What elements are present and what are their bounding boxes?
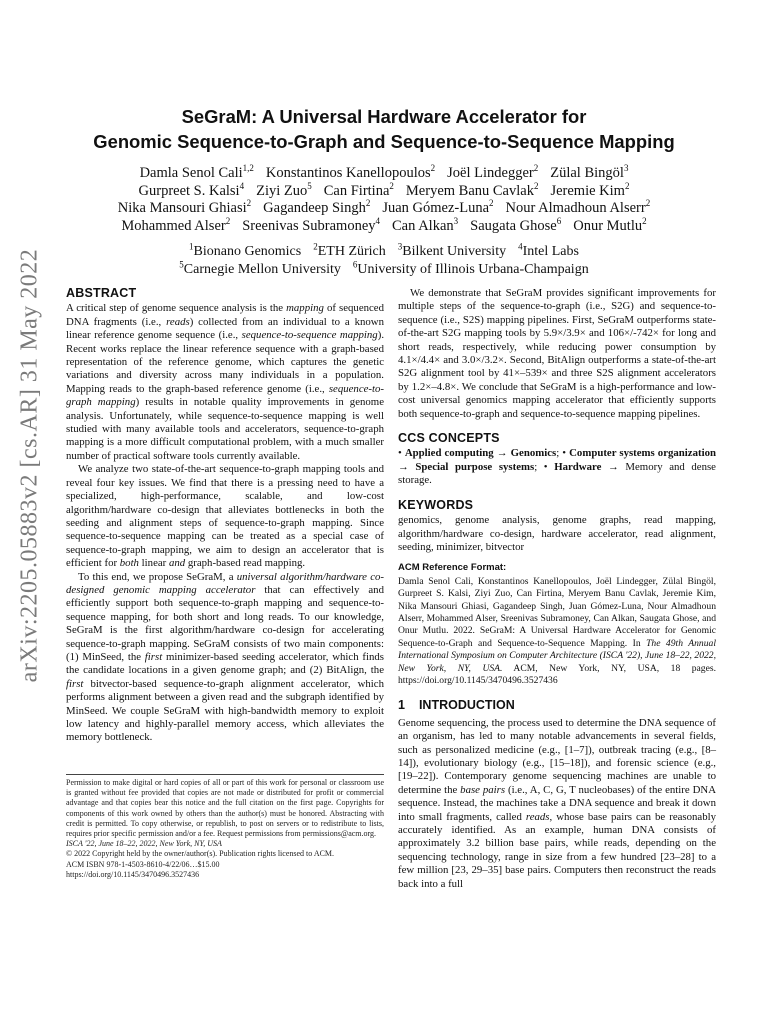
author-line bbox=[60, 215, 708, 236]
bold-run: Hardware bbox=[554, 460, 602, 473]
title-line-2: Genomic Sequence-to-Graph and Sequence-to-Sequence Mapping bbox=[93, 131, 675, 152]
italic-run: base pairs bbox=[460, 783, 506, 796]
author-affiliation-mark: 6 bbox=[556, 215, 562, 226]
author-name: Joël Lindegger$^2$ bbox=[447, 163, 539, 181]
author-affiliation-mark: 2 bbox=[430, 163, 436, 174]
author-line bbox=[60, 180, 708, 201]
text-run: Damla Senol Cali, Konstantinos Kanellopoulos, Joël Lindegger, Zülal Bingöl, Gurpreet S. Kalsi, Ziyi Zuo, Can Firtina, Meryem Banu Cavlak, Jeremie Kim, Nika Mansouri Ghiasi, Gagandeep Singh, Juan Gómez-Luna, Nour Almadhoun Alserr, Mohammed Alser, Sreenivas Subramoney, Can Alkan, Saugata Ghose, and Onur Mutlu. 2022. SeGraM: A Universal Hardware Accelerator for Genomic Sequence-to-Graph and Sequence-to-Sequence Mapping. In bbox=[398, 575, 716, 649]
permission-notice: Permission to make digital or hard copies of all or part of this work for personal or classroom use is granted without fee provided that copies are not made or distributed for profit or commercial advantage and that copies bear this notice and the full citation on the first page. Copyrights for components of this work owned by others than the author(s) must be honored. Abstracting with credit is permitted. To copy otherwise, or republish, to post on servers or to redistribute to lists, requires prior specific permission and/or a fee. Request permissions from permissions@acm.org. bbox=[66, 778, 384, 839]
author-name: Zülal Bingöl$^3$ bbox=[550, 163, 629, 181]
text-run: minimizer-based seeding accelerator, which finds the candidate locations in a given genome graph; and (2) BitAlign, the bbox=[66, 650, 384, 677]
acm-reference-text bbox=[398, 576, 716, 688]
italic-run: sequence-to-graph mapping bbox=[66, 382, 384, 409]
affiliation: $^2$ETH Zürich bbox=[313, 241, 386, 259]
abstract-heading: ABSTRACT bbox=[66, 286, 137, 300]
paper-title bbox=[60, 104, 708, 154]
arxiv-id-text: arXiv:2205.05883v2 [cs.AR] 31 May 2022 bbox=[16, 248, 43, 682]
affiliation: $^4$Intel Labs bbox=[518, 241, 579, 259]
author-affiliation-mark: 3 bbox=[623, 163, 629, 174]
author-name: Gurpreet S. Kalsi$^4$ bbox=[138, 180, 245, 199]
text-run: (i.e., A, C, G, T nucleobases) of the entire DNA sequence. Instead, the machines take a DNA sequence and break it down into small fragments, called bbox=[398, 783, 716, 823]
author-affiliation-mark: 2 bbox=[533, 180, 539, 191]
author-affiliation-mark: 4 bbox=[239, 180, 245, 191]
ccs-heading: CCS CONCEPTS bbox=[398, 431, 500, 446]
author-name: Nika Mansouri Ghiasi$^2$ bbox=[117, 198, 252, 216]
text-run: ). Recent works replace the linear reference sequence with a graph-based representation of the reference genome, which captures the genetic variations and diversity across many individuals in a population. Mapping reads to the graph-based reference genome (i.e., bbox=[66, 329, 385, 395]
affiliation: $^3$Bilkent University bbox=[397, 241, 507, 259]
venue-line: ISCA '22, June 18–22, 2022, New York, NY, USA bbox=[66, 839, 222, 849]
author-name: Can Alkan$^3$ bbox=[392, 215, 459, 234]
text-run: A critical step of genome sequence analysis is the bbox=[66, 302, 287, 315]
italic-run: first bbox=[66, 677, 84, 690]
text-run: • bbox=[398, 447, 405, 460]
copyright-footnote bbox=[66, 774, 384, 880]
author-name: Gagandeep Singh$^2$ bbox=[263, 198, 371, 216]
section-title: INTRODUCTION bbox=[418, 698, 515, 713]
author-affiliation-mark: 2 bbox=[624, 180, 630, 191]
introduction-paragraph-1 bbox=[398, 717, 716, 891]
author-name: Mohammed Alser$^2$ bbox=[121, 215, 231, 234]
author-name: Meryem Banu Cavlak$^2$ bbox=[405, 180, 539, 199]
text-run: We analyze two state-of-the-art sequence-to-graph mapping tools and reveal four key issues. We find that there is a pressing need to have a specialized, high-performance, scalable, and low-cost algorithm/hardware co-design that alleviates bottlenecks in both the seeding and alignment steps of sequence-to-graph mapping. Since sequence-to-sequence mapping can be treated as a special case of sequence-to-graph mapping, we aim to design an accelerator that is efficient for bbox=[66, 463, 384, 570]
author-affiliation-mark: 5 bbox=[307, 180, 312, 191]
text-run: , whose base pairs can be reasonably accurately identified. As an example, human DNA consists of approximately 3.2 billion base pairs, while reads, depending on the sequencing technology, range in size from a few hundred [23–28] to a few million [23, 29–35] base pairs. Computers then reconstruct the reads back into a full bbox=[398, 810, 716, 890]
section-number: 1 bbox=[398, 698, 405, 713]
text-run: graph-based read mapping. bbox=[185, 557, 306, 570]
arxiv-side-identifier bbox=[10, 248, 50, 682]
affiliation-mark: 5 bbox=[179, 258, 184, 269]
italic-run: universal algorithm/hardware co-designed genomic mapping accelerator bbox=[66, 570, 384, 596]
author-name: Konstantinos Kanellopoulos$^2$ bbox=[265, 163, 436, 181]
author-affiliation-mark: 4 bbox=[375, 215, 381, 226]
left-column bbox=[66, 287, 384, 745]
abstract-paragraph-3 bbox=[66, 571, 384, 745]
text-run: ; • bbox=[534, 460, 555, 473]
author-name: Jeremie Kim$^2$ bbox=[550, 180, 630, 199]
italic-run: both bbox=[119, 557, 139, 570]
affiliation: $^5$Carnegie Mellon University bbox=[179, 258, 341, 277]
author-affiliation-mark: 2 bbox=[389, 180, 394, 191]
italic-run: sequence-to-sequence mapping bbox=[241, 329, 378, 342]
author-affiliation-mark: 3 bbox=[453, 215, 459, 226]
text-run: To this end, we propose SeGraM, a bbox=[78, 570, 237, 583]
ccs-concepts bbox=[398, 447, 716, 487]
affiliation-list bbox=[60, 243, 708, 278]
author-name: Onur Mutlu$^2$ bbox=[573, 215, 647, 234]
text-run: ) collected from an individual to a known linear reference genome sequence (i.e., bbox=[66, 315, 384, 342]
affiliation-mark: 4 bbox=[518, 241, 523, 252]
author-name: Sreenivas Subramoney$^4$ bbox=[242, 215, 381, 234]
abstract-paragraph-4: We demonstrate that SeGraM provides significant improvements for multiple steps of the sequence-to-graph (i.e., S2G) and sequence-to-sequence (i.e., S2S) mapping pipelines. First, SeGraM outperforms state-of-the-art S2G mapping tools by 5.9×/3.9× and 106×/-742× for long and short reads, respectively, while reducing power consumption by 4.1×/4.4× and 3.0×/3.2×. Second, BitAlign outperforms a state-of-the-art S2G alignment tool by 41×–539× and three S2S alignment accelerators by 1.2×–4.8×. We conclude that SeGraM is a high-performance and low-cost universal genomics mapping accelerator that efficiently supports both sequence-to-graph and sequence-to-sequence mapping pipelines. bbox=[398, 287, 716, 420]
text-run: ; • bbox=[556, 447, 570, 460]
author-affiliation-mark: 2 bbox=[642, 215, 647, 226]
bold-run: Computer systems organization bbox=[569, 447, 716, 460]
bold-run: Special purpose systems bbox=[415, 460, 535, 473]
author-affiliation-mark: 2 bbox=[489, 198, 494, 209]
affiliation-mark: 6 bbox=[352, 258, 358, 269]
copyright-line: © 2022 Copyright held by the owner/author(s). Publication rights licensed to ACM. bbox=[66, 849, 335, 859]
keywords-heading: KEYWORDS bbox=[398, 497, 474, 512]
author-affiliation-mark: 2 bbox=[533, 163, 539, 174]
affiliation-line bbox=[60, 243, 708, 261]
author-affiliation-mark: 2 bbox=[225, 215, 231, 226]
italic-run: reads bbox=[525, 810, 550, 823]
author-affiliation-mark: 2 bbox=[645, 198, 651, 209]
affiliation-mark: 2 bbox=[313, 241, 318, 252]
text-run: → bbox=[493, 447, 511, 460]
bold-run: Applied computing bbox=[404, 447, 494, 460]
author-name: Nour Almadhoun Alserr$^2$ bbox=[505, 198, 651, 216]
isbn-line: ACM ISBN 978-1-4503-8610-4/22/06…$15.00 bbox=[66, 859, 220, 869]
doi-link[interactable]: https://doi.org/10.1145/3470496.3527436 bbox=[66, 869, 200, 879]
text-run: ACM, New York, NY, USA, 18 pages. https://doi.org/10.1145/3470496.3527436 bbox=[398, 662, 716, 686]
abstract-paragraph-2 bbox=[66, 463, 384, 570]
author-affiliation-mark: 2 bbox=[365, 198, 371, 209]
bold-run: Genomics bbox=[510, 447, 557, 460]
italic-run: and bbox=[168, 557, 186, 570]
text-run: → Memory and dense storage. bbox=[398, 460, 716, 487]
author-line bbox=[60, 200, 708, 218]
author-name: Can Firtina$^2$ bbox=[323, 180, 394, 199]
affiliation-mark: 3 bbox=[397, 241, 403, 252]
author-list bbox=[60, 165, 708, 235]
affiliation-line bbox=[60, 258, 708, 279]
footnote-rule bbox=[66, 774, 384, 775]
introduction-heading bbox=[398, 699, 716, 712]
author-name: Juan Gómez-Luna$^2$ bbox=[382, 198, 494, 216]
abstract-paragraph-1 bbox=[66, 302, 384, 463]
italic-run: The 49th Annual International Symposium on Computer Architecture (ISCA '22), June 18–22, 2022, New York, NY, USA. bbox=[398, 637, 716, 674]
author-line bbox=[60, 165, 708, 183]
author-affiliation-mark: 1,2 bbox=[242, 163, 254, 174]
text-run: → bbox=[398, 460, 416, 473]
text-run: ) results in notable quality improvements in genome analysis. Unfortunately, while sequence-to-sequence mapping is well studied with many available tools and accelerators, sequence-to-graph mapping is a more difficult computational problem, with a much smaller number of practical software tools currently available. bbox=[66, 396, 384, 462]
author-name: Ziyi Zuo$^5$ bbox=[256, 180, 312, 199]
italic-run: mapping bbox=[286, 302, 324, 315]
affiliation: $^6$University of Illinois Urbana-Champaign bbox=[352, 258, 589, 277]
affiliation-mark: 1 bbox=[189, 241, 194, 252]
text-run: of sequenced DNA fragments (i.e., bbox=[66, 302, 385, 328]
text-run: bitvector-based sequence-to-graph alignment accelerator, which performs alignment between a given read and the subgraph identified by MinSeed. We couple SeGraM with high-bandwidth memory to exploit low latency and highly-parallel memory access, which alleviates the memory bottleneck. bbox=[66, 677, 384, 744]
affiliation: $^1$Bionano Genomics bbox=[189, 241, 302, 259]
title-line-1: SeGraM: A Universal Hardware Accelerator for bbox=[181, 106, 587, 127]
author-name: Damla Senol Cali$^{1,2}$ bbox=[139, 163, 254, 181]
author-affiliation-mark: 2 bbox=[246, 198, 252, 209]
text-run: linear bbox=[138, 557, 169, 570]
text-run: that can effectively and efficiently support both sequence-to-graph mapping and sequence-to-sequence mapping, for both short and long reads. To our knowledge, SeGraM is the first algorithm/hardware co-design for accelerating sequence-to-graph mapping. SeGraM consists of two main components: (1) MinSeed, the bbox=[66, 583, 384, 663]
italic-run: first bbox=[144, 650, 163, 663]
text-run: Genome sequencing, the process used to determine the DNA sequence of an organism, has led to many notable advancements in several fields, such as personalized medicine (e.g., [1–7]), outbreak tracing (e.g., [8–14]), evolutionary biology (e.g., [15–18]), and forensic science (e.g., [19–22]). Contemporary genome sequencing machines are unable to determine the bbox=[398, 716, 716, 796]
acm-reference-heading: ACM Reference Format: bbox=[398, 562, 507, 574]
keywords-text: genomics, genome analysis, genome graphs, read mapping, algorithm/hardware co-design, hardware accelerator, read alignment, seeding, minimizer, bitvector bbox=[398, 514, 716, 553]
right-column bbox=[398, 287, 716, 891]
author-name: Saugata Ghose$^6$ bbox=[470, 215, 562, 234]
italic-run: reads bbox=[166, 315, 190, 328]
